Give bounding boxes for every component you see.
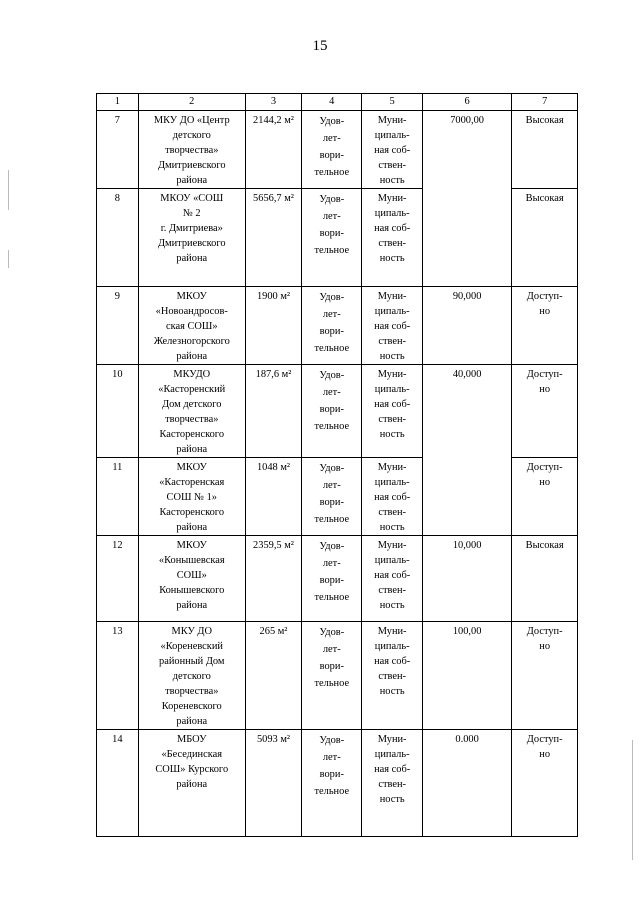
cell-line: тельное [314,167,350,178]
condition-cell [302,111,362,189]
cell-line: ная соб- [374,570,411,581]
row-number: 14 [97,730,139,837]
institution-name [138,111,245,189]
condition-cell [302,730,362,837]
cell-line: МКОУ [176,540,207,551]
cell-line: вори- [319,150,344,161]
cell-line: ствен- [378,507,406,518]
cell-line: района [176,779,208,790]
cell-line: МКУДО [173,369,211,380]
condition-cell [302,536,362,622]
cell-line: «Кореневский [160,641,223,652]
row-number: 8 [97,189,139,287]
cell-line: ципаль- [374,477,410,488]
cell-line: лет- [322,644,341,655]
cell-line: лет- [322,752,341,763]
cell-line: ствен- [378,671,406,682]
cell-line: ствен- [378,779,406,790]
institution-name [138,189,245,287]
cell-line: творчества» [165,686,219,697]
cost-cell: 7000,00 [422,111,512,287]
cell-line: Муни- [377,462,407,473]
cell-line: № 2 [182,208,201,219]
cell-line: ность [379,522,405,533]
row-number: 10 [97,365,139,458]
cell-line: но [539,384,551,395]
cell-line: ствен- [378,585,406,596]
cell-line: ствен- [378,238,406,249]
accessibility-cell [512,622,578,730]
cell-line: «Касторенская [159,477,225,488]
register-table [96,93,578,837]
cell-line: СОШ» Курского [155,764,229,775]
cell-line: МКУ ДО «Центр [153,115,230,126]
area-cell: 5093 м² [245,730,301,837]
accessibility-cell [512,458,578,536]
cell-line: ность [379,351,405,362]
accessibility-cell [512,189,578,287]
cell-line: лет- [322,558,341,569]
cell-line: Удов- [319,627,345,638]
cell-line: Доступ- [526,734,563,745]
cell-line: Доступ- [526,369,563,380]
ownership-cell [362,111,422,189]
cell-line: Муни- [377,540,407,551]
area-cell: 2359,5 м² [245,536,301,622]
cell-line: ная соб- [374,399,411,410]
table-row [97,536,578,622]
page-number: 15 [312,38,328,54]
cell-line: творчества» [165,414,219,425]
cell-line: тельное [314,421,350,432]
cell-line: Касторенского [159,507,225,518]
cell-line: Муни- [377,193,407,204]
cell-line: Удов- [319,463,345,474]
cell-line: СОШ» [176,570,207,581]
accessibility-cell [512,536,578,622]
row-number: 9 [97,287,139,365]
cell-line: ность [379,429,405,440]
row-number: 13 [97,622,139,730]
cost-cell: 100,00 [422,622,512,730]
cell-line: ность [379,794,405,805]
cell-line: тельное [314,678,350,689]
cell-line: лет- [322,309,341,320]
cell-line: ципаль- [374,641,410,652]
column-number: 4 [302,94,362,111]
cell-line: тельное [314,245,350,256]
table-row [97,287,578,365]
ownership-cell [362,730,422,837]
cell-line: Железногорского [153,336,230,347]
ownership-cell [362,458,422,536]
cell-line: ципаль- [374,555,410,566]
cell-line: Дмитриевского [157,238,226,249]
cell-line: Удов- [319,292,345,303]
institution-name [138,365,245,458]
cell-line: Муни- [377,291,407,302]
cell-line: творчества» [165,145,219,156]
area-cell: 2144,2 м² [245,111,301,189]
cell-line: Муни- [377,369,407,380]
cell-line: детского [172,130,211,141]
cell-line: Доступ- [526,462,563,473]
area-cell: 1048 м² [245,458,301,536]
cell-line: «Бесединская [161,749,223,760]
cell-line: Удов- [319,194,345,205]
column-number: 3 [245,94,301,111]
cell-line: Муни- [377,626,407,637]
cell-line: ная соб- [374,656,411,667]
accessibility-cell [512,111,578,189]
cell-line: тельное [314,592,350,603]
cell-line: но [539,749,551,760]
accessibility-cell [512,730,578,837]
cell-line: Удов- [319,116,345,127]
cell-line: лет- [322,133,341,144]
cell-line: Конышевского [159,585,225,596]
cell-line: лет- [322,387,341,398]
table-row [97,365,578,458]
ownership-cell [362,189,422,287]
table-row [97,111,578,189]
cell-line: района [176,444,208,455]
cell-line: ность [379,686,405,697]
cell-line: района [176,253,208,264]
column-number: 2 [138,94,245,111]
cell-line: района [176,600,208,611]
cell-line: но [539,306,551,317]
cell-line: Высокая [525,193,564,204]
cell-line: ная соб- [374,321,411,332]
cell-line: тельное [314,343,350,354]
cell-line: ципаль- [374,208,410,219]
ownership-cell [362,622,422,730]
cell-line: районный Дом [159,656,225,667]
cell-line: района [176,351,208,362]
cell-line: ствен- [378,414,406,425]
institution-name [138,287,245,365]
cell-line: ципаль- [374,306,410,317]
institution-name [138,730,245,837]
cost-cell: 10,000 [422,536,512,622]
cell-line: Доступ- [526,626,563,637]
accessibility-cell [512,365,578,458]
cost-cell: 40,000 [422,365,512,536]
cell-line: ципаль- [374,130,410,141]
cell-line: вори- [319,497,344,508]
ownership-cell [362,287,422,365]
ownership-cell [362,536,422,622]
cell-line: Доступ- [526,291,563,302]
cell-line: ская СОШ» [165,321,218,332]
table-row [97,622,578,730]
cell-line: МКОУ «СОШ [160,193,224,204]
cell-line: ципаль- [374,384,410,395]
cell-line: района [176,716,208,727]
cell-line: района [176,175,208,186]
cell-line: ность [379,600,405,611]
cell-line: ность [379,175,405,186]
cell-line: лет- [322,480,341,491]
cell-line: Муни- [377,115,407,126]
cell-line: СОШ № 1» [166,492,217,503]
cell-line: «Касторенский [158,384,226,395]
cell-line: ная соб- [374,492,411,503]
table-row [97,730,578,837]
area-cell: 187,6 м² [245,365,301,458]
cell-line: вори- [319,575,344,586]
cell-line: Высокая [525,115,564,126]
row-number: 11 [97,458,139,536]
cell-line: вори- [319,326,344,337]
column-numbers-row [97,94,578,111]
condition-cell [302,365,362,458]
column-number: 5 [362,94,422,111]
cell-line: «Новоандросов- [155,306,228,317]
cell-line: лет- [322,211,341,222]
condition-cell [302,189,362,287]
cell-line: МБОУ [177,734,207,745]
area-cell: 1900 м² [245,287,301,365]
condition-cell [302,458,362,536]
cell-line: Дом детского [162,399,222,410]
cell-line: ствен- [378,160,406,171]
cell-line: МКОУ [176,462,207,473]
cell-line: вори- [319,404,344,415]
cell-line: Кореневского [161,701,222,712]
accessibility-cell [512,287,578,365]
cell-line: района [176,522,208,533]
column-number: 6 [422,94,512,111]
cell-line: вори- [319,769,344,780]
cell-line: Дмитриевского [157,160,226,171]
cell-line: но [539,477,551,488]
cell-line: детского [172,671,211,682]
cell-line: тельное [314,786,350,797]
cell-line: «Конышевская [158,555,225,566]
area-cell: 265 м² [245,622,301,730]
area-cell: 5656,7 м² [245,189,301,287]
ownership-cell [362,365,422,458]
cell-line: вори- [319,661,344,672]
cell-line: ствен- [378,336,406,347]
cost-cell: 0.000 [422,730,512,837]
cell-line: ность [379,253,405,264]
column-number: 7 [512,94,578,111]
cell-line: но [539,641,551,652]
cell-line: ная соб- [374,764,411,775]
cost-cell: 90,000 [422,287,512,365]
condition-cell [302,287,362,365]
row-number: 12 [97,536,139,622]
cell-line: Муни- [377,734,407,745]
cell-line: вори- [319,228,344,239]
cell-line: Удов- [319,735,345,746]
institution-name [138,536,245,622]
cell-line: МКОУ [176,291,207,302]
column-number: 1 [97,94,139,111]
cell-line: Удов- [319,370,345,381]
cell-line: Касторенского [159,429,225,440]
cell-line: г. Дмитриева» [160,223,223,234]
condition-cell [302,622,362,730]
cell-line: Удов- [319,541,345,552]
cell-line: МКУ ДО [171,626,213,637]
row-number: 7 [97,111,139,189]
cell-line: ная соб- [374,145,411,156]
institution-name [138,458,245,536]
cell-line: Высокая [525,540,564,551]
cell-line: тельное [314,514,350,525]
institution-name [138,622,245,730]
cell-line: ципаль- [374,749,410,760]
cell-line: ная соб- [374,223,411,234]
